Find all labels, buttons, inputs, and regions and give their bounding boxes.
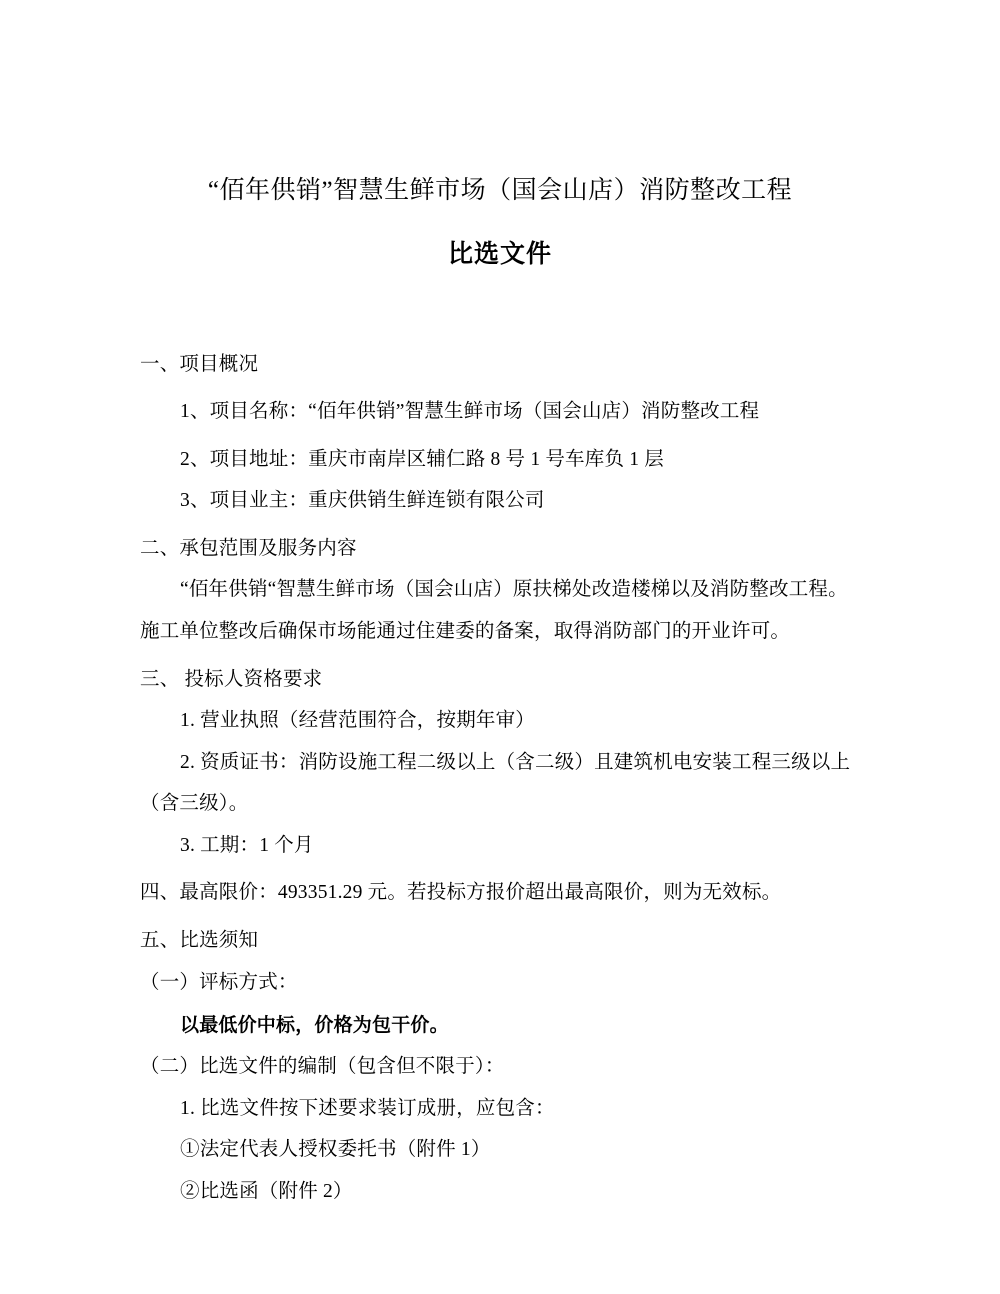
section-5-sub-a-emphasis: 以最低价中标，价格为包干价。 (180, 1014, 449, 1037)
section-1-item-3: 3、项目业主：重庆供销生鲜连锁有限公司 (180, 490, 545, 512)
section-5-sub-b-item-2: ①法定代表人授权委托书（附件 1） (180, 1139, 491, 1161)
section-3-item-2: 2. 资质证书：消防设施工程二级以上（含二级）且建筑机电安装工程三级以上 (180, 751, 851, 773)
section-1-item-2: 2、项目地址：重庆市南岸区辅仁路 8 号 1 号车库负 1 层 (180, 448, 664, 470)
section-heading-2: 二、承包范围及服务内容 (140, 537, 357, 559)
page-subtitle: 比选文件 (447, 238, 552, 268)
section-5-sub-a: （一）评标方式： (140, 971, 298, 993)
section-5-sub-b: （二）比选文件的编制（包含但不限于）： (140, 1055, 505, 1077)
section-5-sub-b-item-1: 1. 比选文件按下述要求装订成册，应包含： (180, 1097, 555, 1119)
section-3-item-3: 3. 工期：1 个月 (180, 834, 314, 856)
section-5-sub-b-item-3: ②比选函（附件 2） (180, 1180, 353, 1202)
section-heading-1: 一、项目概况 (140, 353, 259, 375)
section-2-paragraph-cont: 施工单位整改后确保市场能通过住建委的备案，取得消防部门的开业许可。 (140, 620, 791, 642)
section-1-item-1: 1、项目名称：“佰年供销”智慧生鲜市场（国会山店）消防整改工程 (180, 401, 760, 423)
section-2-paragraph: “佰年供销“智慧生鲜市场（国会山店）原扶梯处改造楼梯以及消防整改工程。 (180, 579, 848, 601)
section-3-item-1: 1. 营业执照（经营范围符合，按期年审） (180, 710, 536, 732)
document-body (140, 349, 860, 1208)
section-heading-3: 三、 投标人资格要求 (140, 668, 323, 690)
section-3-item-2-cont: （含三级）。 (140, 793, 249, 815)
section-heading-5: 五、比选须知 (140, 930, 259, 952)
section-heading-4: 四、最高限价：493351.29 元。若投标方报价超出最高限价，则为无效标。 (140, 882, 782, 904)
page-title: “佰年供销”智慧生鲜市场（国会山店）消防整改工程 (207, 177, 793, 204)
